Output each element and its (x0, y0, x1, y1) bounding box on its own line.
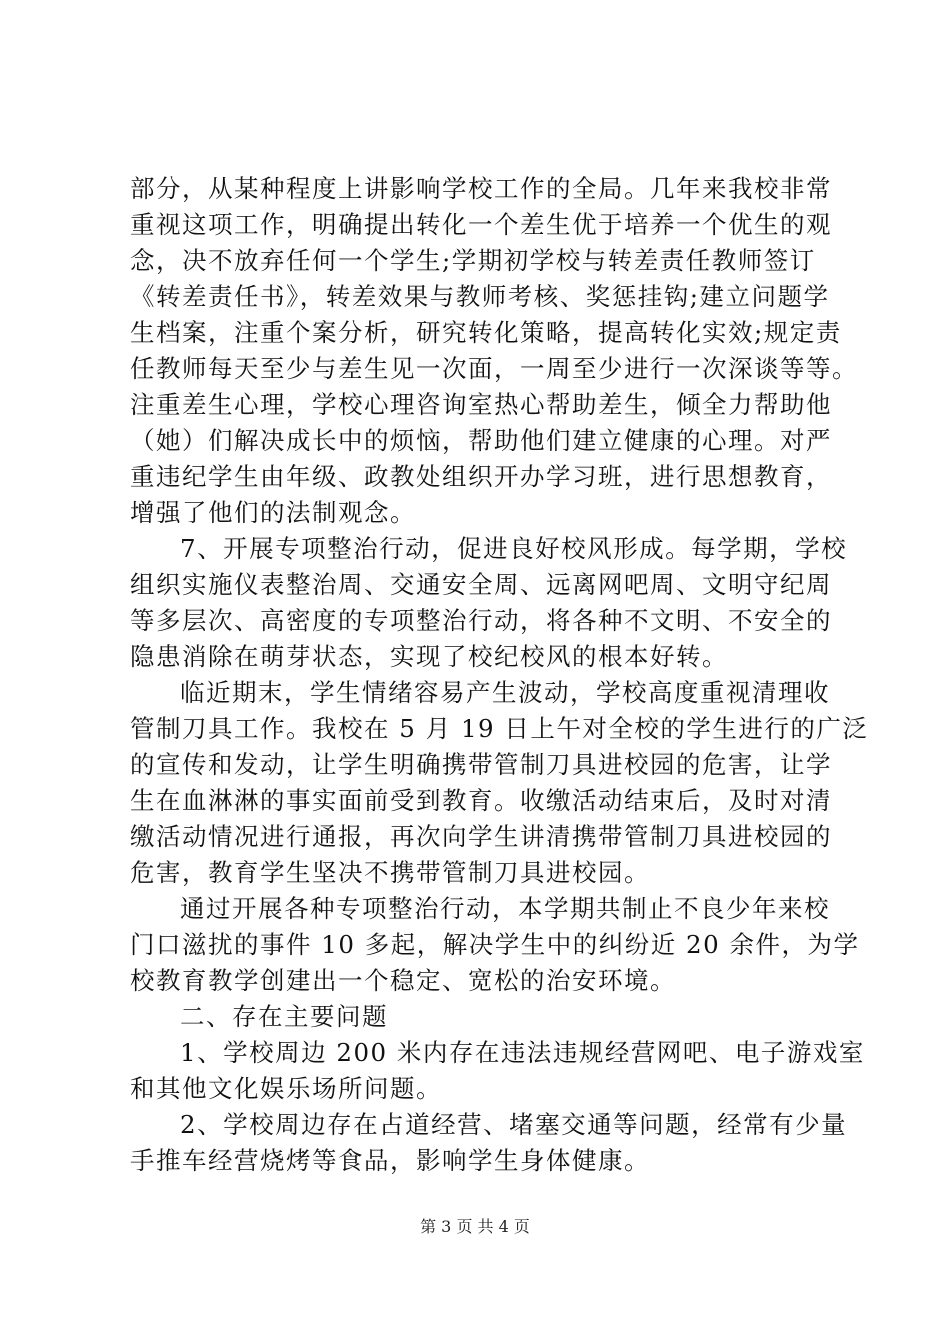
body-text-line: 部分，从某种程度上讲影响学校工作的全局。几年来我校非常 (130, 174, 832, 203)
page-footer: 第 3 页 共 4 页 (420, 1217, 530, 1236)
body-text-line: 生档案，注重个案分析，研究转化策略，提高转化实效;规定责 (130, 318, 842, 347)
body-text-line: 缴活动情况进行通报，再次向学生讲清携带管制刀具进校园的 (130, 822, 832, 851)
body-text-line: 等多层次、高密度的专项整治行动，将各种不文明、不安全的 (130, 606, 832, 635)
paragraph-first-line: 1、学校周边 200 米内存在违法违规经营网吧、电子游戏室 (180, 1038, 865, 1067)
body-text-line: 重违纪学生由年级、政教处组织开办学习班，进行思想教育， (130, 462, 832, 491)
body-text-line: 重视这项工作，明确提出转化一个差生优于培养一个优生的观 (130, 210, 832, 239)
body-text-line: 注重差生心理，学校心理咨询室热心帮助差生，倾全力帮助他 (130, 390, 832, 419)
body-text-line: 生在血淋淋的事实面前受到教育。收缴活动结束后，及时对清 (130, 786, 832, 815)
paragraph-first-line: 通过开展各种专项整治行动，本学期共制止不良少年来校 (180, 894, 830, 923)
body-text-line: 增强了他们的法制观念。 (130, 498, 416, 527)
body-text-line: 门口滋扰的事件 10 多起，解决学生中的纠纷近 20 余件，为学 (130, 930, 860, 959)
body-text-line: （她）们解决成长中的烦恼，帮助他们建立健康的心理。对严 (130, 426, 832, 455)
body-text-line: 管制刀具工作。我校在 5 月 19 日上午对全校的学生进行的广泛 (130, 714, 869, 743)
body-text-line: 手推车经营烧烤等食品，影响学生身体健康。 (130, 1146, 650, 1175)
body-text-line: 的宣传和发动，让学生明确携带管制刀具进校园的危害，让学 (130, 750, 832, 779)
body-text-line: 隐患消除在萌芽状态，实现了校纪校风的根本好转。 (130, 642, 728, 671)
section-heading: 二、存在主要问题 (180, 1002, 388, 1031)
body-text-line: 任教师每天至少与差生见一次面，一周至少进行一次深谈等等。 (130, 354, 858, 383)
body-text-line: 《转差责任书》，转差效果与教师考核、奖惩挂钩;建立问题学 (130, 282, 830, 311)
body-text-line: 和其他文化娱乐场所问题。 (130, 1074, 442, 1103)
paragraph-first-line: 2、学校周边存在占道经营、堵塞交通等问题，经常有少量 (180, 1110, 848, 1139)
body-text-line: 危害，教育学生坚决不携带管制刀具进校园。 (130, 858, 650, 887)
body-text-line: 校教育教学创建出一个稳定、宽松的治安环境。 (130, 966, 676, 995)
paragraph-first-line: 7、开展专项整治行动，促进良好校风形成。每学期，学校 (180, 534, 848, 563)
paragraph-first-line: 临近期末，学生情绪容易产生波动，学校高度重视清理收 (180, 678, 830, 707)
body-text-line: 念，决不放弃任何一个学生;学期初学校与转差责任教师签订 (130, 246, 816, 275)
body-text-line: 组织实施仪表整治周、交通安全周、远离网吧周、文明守纪周 (130, 570, 832, 599)
